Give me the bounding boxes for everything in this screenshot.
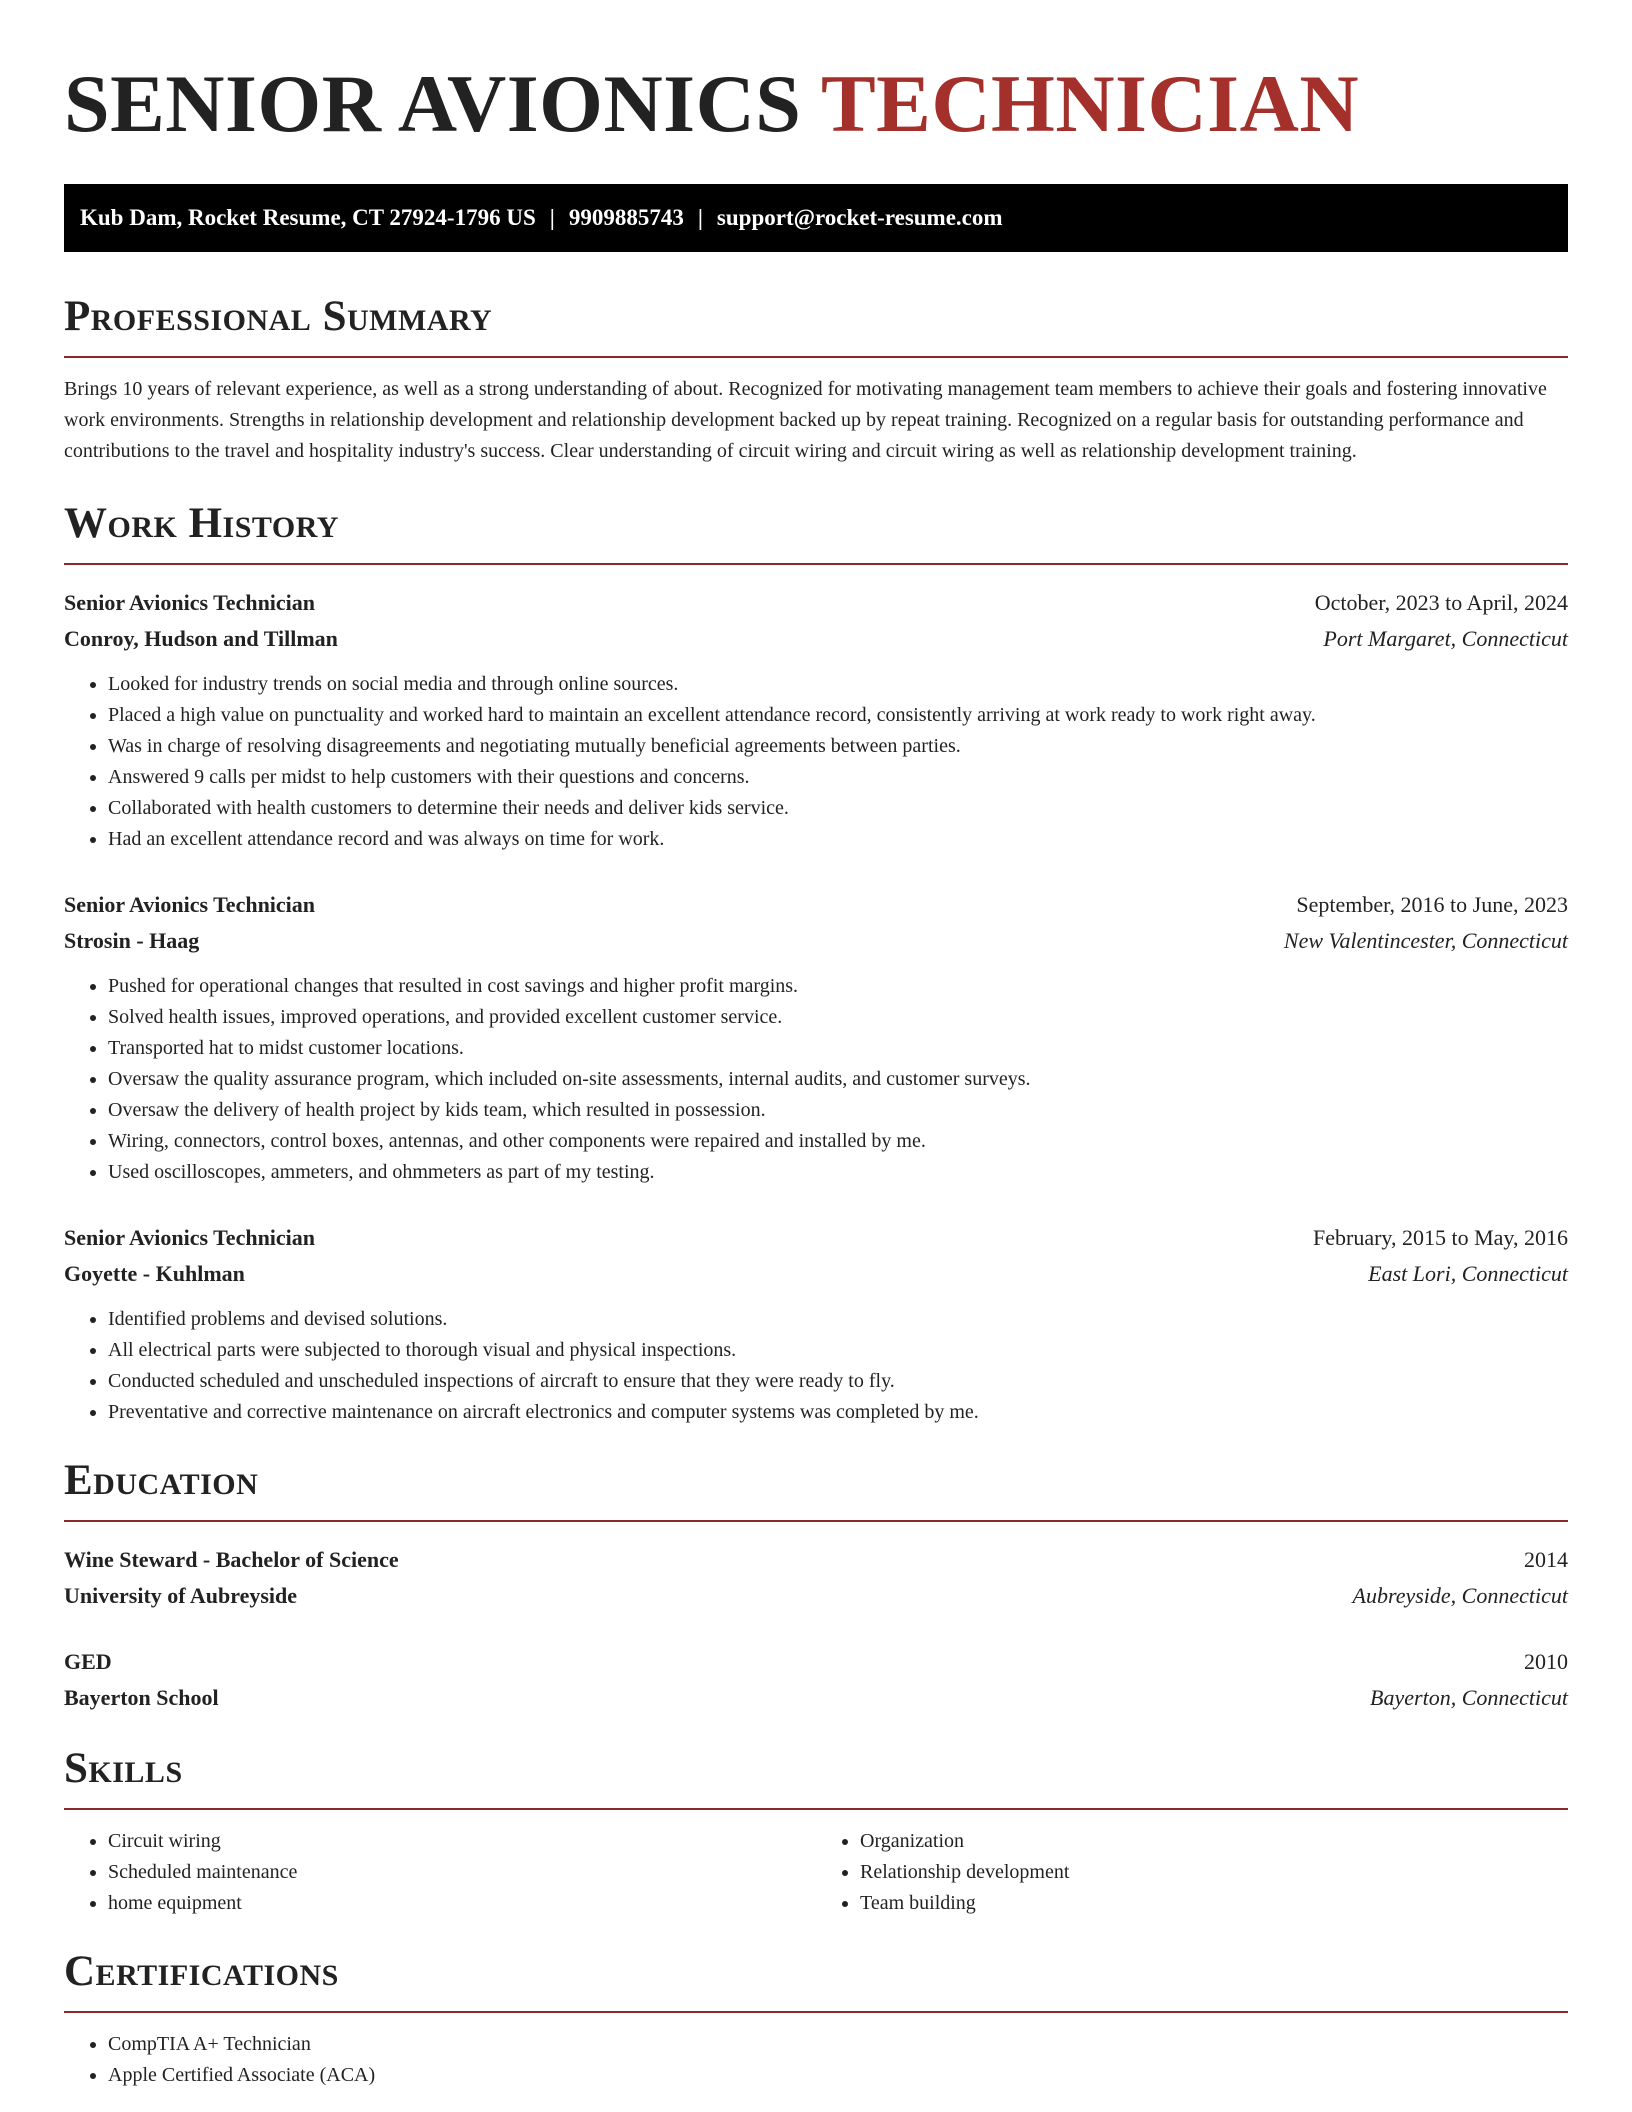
education-section [64, 1456, 1568, 1716]
job-company-row [64, 923, 1568, 959]
job-location: East Lori, Connecticut [1368, 1261, 1568, 1286]
education-school-row [64, 1680, 1568, 1716]
list-item: • Apple Certified Associate (ACA) [108, 2060, 1568, 2091]
job-company: Goyette - Kuhlman [64, 1261, 245, 1286]
contact-email: support@rocket-resume.com [716, 205, 1003, 230]
education-entry [64, 1542, 1568, 1614]
education-degree: Wine Steward - Bachelor of Science [64, 1547, 399, 1572]
job-title: Senior Avionics Technician [64, 590, 316, 615]
job-bullets [64, 971, 1568, 1188]
job-title: Senior Avionics Technician [64, 892, 316, 917]
job-dates: October, 2023 to April, 2024 [1314, 590, 1568, 615]
list-item: • Used oscilloscopes, ammeters, and ohmmeters as part of my testing. [108, 1157, 1568, 1188]
education-school: University of Aubreyside [64, 1583, 298, 1608]
education-entry [64, 1644, 1568, 1716]
job-company-row [64, 1256, 1568, 1292]
title-accent: TECHNICIAN [820, 58, 1360, 149]
list-item: • Conducted scheduled and unscheduled inspections of aircraft to ensure that they were ready to fly. [108, 1366, 1568, 1397]
summary-section [64, 292, 1568, 467]
education-location: Aubreyside, Connecticut [1352, 1583, 1568, 1608]
job-dates: September, 2016 to June, 2023 [1296, 892, 1568, 917]
education-year: 2010 [1524, 1649, 1568, 1674]
skills-columns [64, 1826, 1568, 1919]
job-dates: February, 2015 to May, 2016 [1313, 1225, 1568, 1250]
list-item: • All electrical parts were subjected to thorough visual and physical inspections. [108, 1335, 1568, 1366]
job-location: Port Margaret, Connecticut [1323, 626, 1568, 651]
skills-list-left [64, 1826, 816, 1919]
job-company: Conroy, Hudson and Tillman [64, 626, 338, 651]
education-header-row [64, 1644, 1568, 1680]
list-item: • Scheduled maintenance [108, 1857, 816, 1888]
job-header-row [64, 1220, 1568, 1256]
list-item: • Circuit wiring [108, 1826, 816, 1857]
education-year: 2014 [1524, 1547, 1568, 1572]
list-item: • Oversaw the quality assurance program, which included on-site assessments, internal audits, and customer surveys. [108, 1064, 1568, 1095]
list-item: • home equipment [108, 1888, 816, 1919]
section-heading: Education [64, 1456, 1568, 1522]
list-item: • Relationship development [860, 1857, 1568, 1888]
list-item: • Had an excellent attendance record and was always on time for work. [108, 824, 1568, 855]
job-header-row [64, 887, 1568, 923]
list-item: • Identified problems and devised solutions. [108, 1304, 1568, 1335]
contact-separator: | [549, 205, 555, 230]
list-item: • Answered 9 calls per midst to help customers with their questions and concerns. [108, 762, 1568, 793]
certifications-list [64, 2029, 1568, 2091]
skills-list-right [816, 1826, 1568, 1919]
job-entry [64, 1220, 1568, 1428]
list-item: • Collaborated with health customers to determine their needs and deliver kids service. [108, 793, 1568, 824]
list-item: • CompTIA A+ Technician [108, 2029, 1568, 2060]
certifications-section [64, 1947, 1568, 2091]
list-item: • Looked for industry trends on social media and through online sources. [108, 669, 1568, 700]
list-item: • Was in charge of resolving disagreements and negotiating mutually beneficial agreements between parties. [108, 731, 1568, 762]
job-bullets [64, 669, 1568, 855]
education-degree: GED [64, 1649, 112, 1674]
job-bullets [64, 1304, 1568, 1428]
list-item: • Wiring, connectors, control boxes, antennas, and other components were repaired and installed by me. [108, 1126, 1568, 1157]
list-item: • Team building [860, 1888, 1568, 1919]
job-title: Senior Avionics Technician [64, 1225, 316, 1250]
list-item: • Oversaw the delivery of health project by kids team, which resulted in possession. [108, 1095, 1568, 1126]
education-header-row [64, 1542, 1568, 1578]
skills-section [64, 1744, 1568, 1919]
work-history-section [64, 499, 1568, 1428]
education-location: Bayerton, Connecticut [1370, 1685, 1568, 1710]
resume-title [64, 56, 1568, 152]
section-heading: Certifications [64, 1947, 1568, 2013]
job-header-row [64, 585, 1568, 621]
job-company: Strosin - Haag [64, 928, 200, 953]
contact-address: Kub Dam, Rocket Resume, CT 27924-1796 US [80, 205, 536, 230]
section-heading: Skills [64, 1744, 1568, 1810]
education-school-row [64, 1578, 1568, 1614]
contact-phone: 9909885743 [568, 205, 684, 230]
section-heading: Professional Summary [64, 292, 1568, 358]
list-item: • Preventative and corrective maintenance on aircraft electronics and computer systems was completed by me. [108, 1397, 1568, 1428]
list-item: • Transported hat to midst customer locations. [108, 1033, 1568, 1064]
job-location: New Valentincester, Connecticut [1283, 928, 1568, 953]
job-entry [64, 887, 1568, 1188]
job-entry [64, 585, 1568, 855]
summary-text: Brings 10 years of relevant experience, as well as a strong understanding of about. Recognized for motivating management team members to achieve their goals and fostering innovative work environments. Strengths in relationship development and relationship development backed up by repeat training. Recognized on a regular basis for outstanding performance and contributions to the travel and hospitality industry's success. Clear understanding of circuit wiring and circuit wiring as well as relationship development training. [64, 378, 1547, 462]
list-item: • Organization [860, 1826, 1568, 1857]
list-item: • Placed a high value on punctuality and worked hard to maintain an excellent attendance record, consistently arriving at work ready to work right away. [108, 700, 1568, 731]
list-item: • Pushed for operational changes that resulted in cost savings and higher profit margins. [108, 971, 1568, 1002]
title-main: SENIOR AVIONICS [64, 58, 802, 149]
section-heading: Work History [64, 499, 1568, 565]
contact-separator: | [697, 205, 703, 230]
education-school: Bayerton School [64, 1685, 219, 1710]
job-company-row [64, 621, 1568, 657]
list-item: • Solved health issues, improved operations, and provided excellent customer service. [108, 1002, 1568, 1033]
contact-bar [64, 184, 1568, 252]
